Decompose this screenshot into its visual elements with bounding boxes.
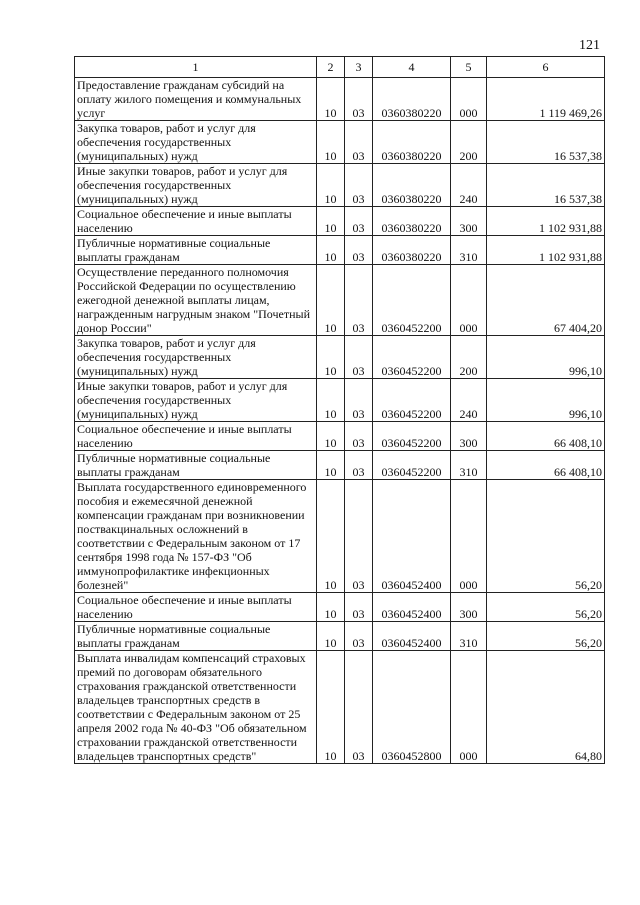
row-section: 10 — [317, 651, 345, 764]
row-name: Закупка товаров, работ и услуг для обеспечения государственных (муниципальных) нужд — [75, 121, 317, 164]
row-name: Социальное обеспечение и иные выплаты населению — [75, 422, 317, 451]
row-expense-type: 310 — [451, 451, 487, 480]
row-amount: 16 537,38 — [487, 164, 605, 207]
row-section: 10 — [317, 121, 345, 164]
table-row — [75, 164, 605, 207]
row-subsection: 03 — [345, 379, 373, 422]
column-header-6: 6 — [487, 57, 605, 78]
row-amount: 67 404,20 — [487, 265, 605, 336]
row-name: Выплата государственного единовременного пособия и ежемесячной денежной компенсации гражданам при возникновении поствакцинальных осложнений в соответствии с Федеральным законом от 17 сентября 1998 года № 157-ФЗ "Об иммунопрофилактике инфекционных болезней" — [75, 480, 317, 593]
row-name: Социальное обеспечение и иные выплаты населению — [75, 593, 317, 622]
row-target-code: 0360452200 — [373, 422, 451, 451]
row-subsection: 03 — [345, 236, 373, 265]
row-subsection: 03 — [345, 336, 373, 379]
row-amount: 1 102 931,88 — [487, 236, 605, 265]
row-name: Иные закупки товаров, работ и услуг для обеспечения государственных (муниципальных) нужд — [75, 164, 317, 207]
row-target-code: 0360452200 — [373, 336, 451, 379]
table-row — [75, 593, 605, 622]
row-target-code: 0360380220 — [373, 164, 451, 207]
row-section: 10 — [317, 480, 345, 593]
row-expense-type: 200 — [451, 336, 487, 379]
row-section: 10 — [317, 78, 345, 121]
row-amount: 66 408,10 — [487, 422, 605, 451]
column-header-4: 4 — [373, 57, 451, 78]
row-expense-type: 000 — [451, 651, 487, 764]
row-target-code: 0360452400 — [373, 480, 451, 593]
row-expense-type: 000 — [451, 265, 487, 336]
row-expense-type: 000 — [451, 78, 487, 121]
table-row — [75, 78, 605, 121]
row-name: Предоставление гражданам субсидий на оплату жилого помещения и коммунальных услуг — [75, 78, 317, 121]
column-header-2: 2 — [317, 57, 345, 78]
row-name: Социальное обеспечение и иные выплаты населению — [75, 207, 317, 236]
table-row — [75, 207, 605, 236]
row-name: Выплата инвалидам компенсаций страховых премий по договорам обязательного страхования гражданской ответственности владельцев транспортных средств в соответствии с Федеральным законом от 25 апреля 2002 года № 40-ФЗ "Об обязательном страховании гражданской ответственности владельцев транспортных средств" — [75, 651, 317, 764]
row-amount: 66 408,10 — [487, 451, 605, 480]
row-section: 10 — [317, 379, 345, 422]
row-expense-type: 300 — [451, 422, 487, 451]
row-section: 10 — [317, 451, 345, 480]
table-row — [75, 451, 605, 480]
row-target-code: 0360452800 — [373, 651, 451, 764]
row-subsection: 03 — [345, 121, 373, 164]
table-row — [75, 422, 605, 451]
table-row — [75, 265, 605, 336]
row-expense-type: 200 — [451, 121, 487, 164]
row-amount: 56,20 — [487, 593, 605, 622]
row-expense-type: 300 — [451, 207, 487, 236]
table-row — [75, 651, 605, 764]
row-expense-type: 240 — [451, 379, 487, 422]
row-target-code: 0360452200 — [373, 379, 451, 422]
row-name: Публичные нормативные социальные выплаты гражданам — [75, 451, 317, 480]
row-expense-type: 310 — [451, 622, 487, 651]
row-name: Осуществление переданного полномочия Российской Федерации по осуществлению ежегодной денежной выплаты лицам, награжденным нагрудным знаком "Почетный донор России" — [75, 265, 317, 336]
row-section: 10 — [317, 622, 345, 651]
row-section: 10 — [317, 236, 345, 265]
table-row — [75, 480, 605, 593]
row-subsection: 03 — [345, 480, 373, 593]
row-target-code: 0360452200 — [373, 265, 451, 336]
row-subsection: 03 — [345, 164, 373, 207]
row-section: 10 — [317, 164, 345, 207]
row-target-code: 0360380220 — [373, 236, 451, 265]
column-header-5: 5 — [451, 57, 487, 78]
row-amount: 996,10 — [487, 379, 605, 422]
row-expense-type: 000 — [451, 480, 487, 593]
row-name: Публичные нормативные социальные выплаты гражданам — [75, 622, 317, 651]
row-subsection: 03 — [345, 265, 373, 336]
row-amount: 64,80 — [487, 651, 605, 764]
budget-table — [74, 56, 605, 764]
row-amount: 56,20 — [487, 622, 605, 651]
row-name: Иные закупки товаров, работ и услуг для обеспечения государственных (муниципальных) нужд — [75, 379, 317, 422]
row-amount: 16 537,38 — [487, 121, 605, 164]
row-subsection: 03 — [345, 78, 373, 121]
row-expense-type: 310 — [451, 236, 487, 265]
table-row — [75, 622, 605, 651]
row-section: 10 — [317, 265, 345, 336]
row-section: 10 — [317, 336, 345, 379]
row-subsection: 03 — [345, 451, 373, 480]
row-target-code: 0360380220 — [373, 207, 451, 236]
row-target-code: 0360380220 — [373, 78, 451, 121]
row-subsection: 03 — [345, 422, 373, 451]
row-name: Публичные нормативные социальные выплаты гражданам — [75, 236, 317, 265]
row-section: 10 — [317, 422, 345, 451]
row-subsection: 03 — [345, 622, 373, 651]
row-target-code: 0360452400 — [373, 593, 451, 622]
row-section: 10 — [317, 207, 345, 236]
row-subsection: 03 — [345, 593, 373, 622]
table-row — [75, 121, 605, 164]
row-amount: 996,10 — [487, 336, 605, 379]
table-row — [75, 236, 605, 265]
row-amount: 1 102 931,88 — [487, 207, 605, 236]
row-target-code: 0360452400 — [373, 622, 451, 651]
row-subsection: 03 — [345, 651, 373, 764]
row-amount: 1 119 469,26 — [487, 78, 605, 121]
row-target-code: 0360380220 — [373, 121, 451, 164]
table-header-row — [75, 57, 605, 78]
table-row — [75, 336, 605, 379]
table-row — [75, 379, 605, 422]
column-header-3: 3 — [345, 57, 373, 78]
row-expense-type: 300 — [451, 593, 487, 622]
row-amount: 56,20 — [487, 480, 605, 593]
row-expense-type: 240 — [451, 164, 487, 207]
row-target-code: 0360452200 — [373, 451, 451, 480]
row-subsection: 03 — [345, 207, 373, 236]
column-header-1: 1 — [75, 57, 317, 78]
row-name: Закупка товаров, работ и услуг для обеспечения государственных (муниципальных) нужд — [75, 336, 317, 379]
row-section: 10 — [317, 593, 345, 622]
page-number: 121 — [579, 38, 600, 53]
